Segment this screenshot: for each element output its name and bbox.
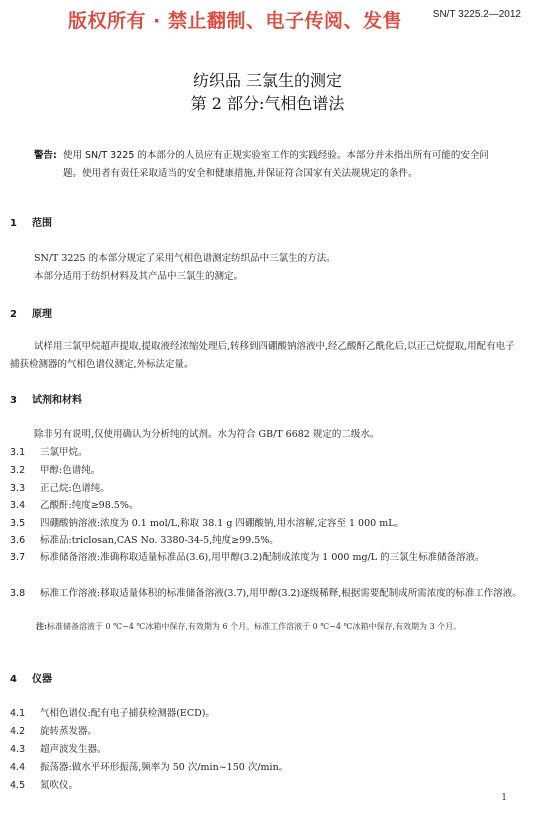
- warning-text: 使用 SN/T 3225 的本部分的人员应有正规实验室工作的实践经验。本部分并未指出所有可能的安全问题。使用者有责任采取适当的安全和健康措施,并保证符合国家有关法规规定的条件。: [63, 150, 489, 179]
- list-item: 3.1 三氯甲烷。: [10, 447, 88, 458]
- list-item: 3.5 四硼酸钠溶液:浓度为 0.1 mol/L,称取 38.1 g 四硼酸钠,用水溶解,定容至 1 000 mL。: [10, 518, 405, 529]
- list-item: 3.7 标准储备溶液:准确称取适量标准品(3.6),用甲醇(3.2)配制成浓度为 1 000 mg/L 的三氯生标准储备溶液。: [10, 552, 485, 563]
- list-item: 3.6 标准品:triclosan,CAS No. 3380-34-5,纯度≥99.5%。: [10, 535, 279, 546]
- section-2-heading: [10, 305, 52, 320]
- section-1-heading: [10, 214, 52, 229]
- list-item: 3.3 正己烷:色谱纯。: [10, 483, 110, 494]
- warning-label: 警告:: [34, 150, 57, 161]
- list-item: 4.5 氮吹仪。: [10, 780, 79, 791]
- list-item: 3.8 标准工作溶液:移取适量体积的标准储备溶液(3.7),用甲醇(3.2)逐级稀释,根据需要配制成所需浓度的标准工作溶液。: [10, 588, 522, 599]
- note-text: 标准储备溶液于 0 ℃~4 ℃冰箱中保存,有效期为 6 个月。标准工作溶液于 0 ℃~4 ℃冰箱中保存,有效期为 3 个月。: [46, 622, 462, 631]
- section-title: 原理: [32, 309, 52, 320]
- section-title: 仪器: [32, 674, 52, 685]
- list-item: 4.1 气相色谱仪:配有电子捕获检测器(ECD)。: [10, 708, 215, 719]
- note-label: 注:: [36, 621, 47, 631]
- document-subtitle: 第 2 部分:气相色谱法: [190, 94, 345, 113]
- section-number: 1: [10, 218, 17, 229]
- section-number: 2: [10, 309, 17, 320]
- section-1-paragraph-1: SN/T 3225 的本部分规定了采用气相色谱测定纺织品中三氯生的方法。: [34, 253, 336, 264]
- section-3-heading: [10, 391, 82, 406]
- list-item: 3.2 甲醇:色谱纯。: [10, 465, 101, 476]
- document-title: 纺织品 三氯生的测定: [192, 71, 343, 90]
- list-item: 4.3 超声波发生器。: [10, 744, 107, 755]
- section-number: 4: [10, 674, 17, 685]
- section-title: 范围: [32, 218, 52, 229]
- copyright-watermark: 版权所有 · 禁止翻制、电子传阅、发售: [68, 10, 402, 32]
- section-3-intro: 除非另有说明,仅使用确认为分析纯的试剂。水为符合 GB/T 6682 规定的二级水。: [34, 429, 380, 440]
- section-2-paragraph: 试样用三氯甲烷超声提取,提取液经浓缩处理后,转移到四硼酸钠溶液中,经乙酸酐乙酰化后,以正己烷提取,用配有电子捕获检测器的气相色谱仪测定,外标法定量。: [10, 341, 515, 370]
- list-item: 3.4 乙酸酐:纯度≥98.5%。: [10, 500, 139, 511]
- section-title: 试剂和材料: [32, 395, 82, 406]
- section-number: 3: [10, 395, 17, 406]
- list-item: 4.2 旋转蒸发器。: [10, 726, 98, 737]
- standard-number: SN/T 3225.2—2012: [432, 9, 521, 20]
- section-3-note: [36, 618, 522, 635]
- page-number: 1: [501, 793, 507, 803]
- section-4-heading: [10, 670, 52, 685]
- list-item: 4.4 振荡器:做水平环形振荡,频率为 50 次/min~150 次/min。: [10, 762, 289, 773]
- section-1-paragraph-2: 本部分适用于纺织材料及其产品中三氯生的测定。: [34, 271, 244, 282]
